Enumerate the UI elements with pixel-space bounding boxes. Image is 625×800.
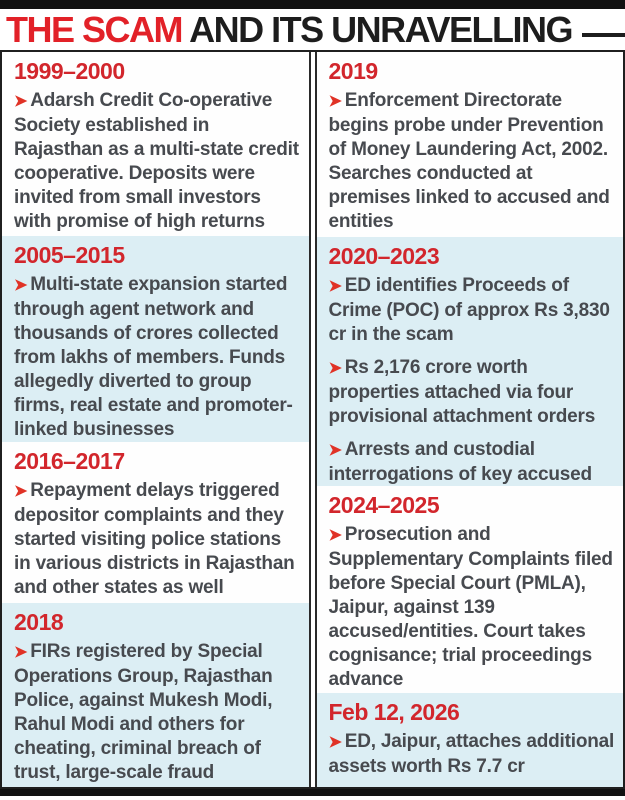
title-rule xyxy=(582,33,625,37)
period-heading: 2019 xyxy=(328,58,378,84)
arrow-bullet-icon: ➤ xyxy=(14,483,28,501)
timeline-entry xyxy=(14,479,301,600)
period-heading: 2016–2017 xyxy=(14,448,125,475)
timeline-entry xyxy=(329,523,616,692)
entry-text: Repayment delays triggered depositor complaints and they started visiting police stations in various districts in Rajasthan and other states as well xyxy=(14,480,295,599)
timeline-column-left xyxy=(2,52,309,787)
arrow-bullet-icon: ➤ xyxy=(328,526,342,544)
arrow-bullet-icon: ➤ xyxy=(328,441,342,459)
timeline-section xyxy=(317,237,624,486)
period-heading: 1999–2000 xyxy=(14,58,125,84)
timeline-entry xyxy=(14,273,301,442)
period-heading: 2005–2015 xyxy=(14,241,125,268)
bottom-rule xyxy=(0,789,625,796)
timeline-entry xyxy=(329,438,616,486)
period-heading: Feb 12, 2026 xyxy=(328,699,460,726)
timeline-section xyxy=(317,52,624,237)
entry-text: Arrests and custodial interrogations of key accused xyxy=(328,438,592,485)
timeline-box xyxy=(0,50,625,789)
timeline-section xyxy=(2,603,309,787)
column-divider xyxy=(309,52,317,787)
entry-text: ED identifies Proceeds of Crime (POC) of approx Rs 3,830 cr in the scam xyxy=(328,274,610,345)
entry-text: Multi-state expansion started through agent network and thousands of crores collected from lakhs of members. Funds allegedly diverted to group firms, real estate and promoter-linked businesses xyxy=(14,273,293,440)
arrow-bullet-icon: ➤ xyxy=(14,93,28,110)
timeline-entry xyxy=(329,730,616,779)
timeline-section xyxy=(2,52,309,236)
arrow-bullet-icon: ➤ xyxy=(328,734,342,752)
timeline-section xyxy=(2,442,309,603)
entry-text: Prosecution and Supplementary Complaints filed before Special Court (PMLA), Jaipur, against 139 accused/entities. Court takes cognisance; trial proceedings advance xyxy=(328,523,613,690)
arrow-bullet-icon: ➤ xyxy=(328,277,342,295)
timeline-section xyxy=(2,236,309,442)
timeline-entry xyxy=(14,640,301,785)
entry-text: ED, Jaipur, attaches additional assets worth Rs 7.7 cr xyxy=(328,731,615,778)
arrow-bullet-icon: ➤ xyxy=(328,359,342,377)
page-title xyxy=(6,10,572,50)
arrow-bullet-icon: ➤ xyxy=(14,644,28,662)
timeline-entry xyxy=(14,89,301,234)
period-heading: 2024–2025 xyxy=(328,491,440,518)
timeline-section xyxy=(317,693,624,787)
timeline-entry xyxy=(329,274,616,347)
period-heading: 2020–2023 xyxy=(328,242,440,269)
infographic-header xyxy=(0,9,625,50)
timeline-entry xyxy=(329,356,616,429)
title-rest: AND ITS UNRAVELLING xyxy=(182,8,572,50)
title-highlight: THE SCAM xyxy=(6,8,182,50)
entry-text: Adarsh Credit Co-operative Society established in Rajasthan as a multi-state credit cooperative. Deposits were invited from small investors with promise of high returns xyxy=(14,90,299,232)
arrow-bullet-icon: ➤ xyxy=(328,93,342,110)
entry-text: Rs 2,176 crore worth properties attached via four provisional attachment orders xyxy=(328,356,596,427)
entry-text: Enforcement Directorate begins probe under Prevention of Money Laundering Act, 2002. Searches conducted at premises linked to accused and entities xyxy=(328,90,610,232)
period-heading: 2018 xyxy=(14,609,64,636)
arrow-bullet-icon: ➤ xyxy=(14,276,28,294)
entry-text: FIRs registered by Special Operations Group, Rajasthan Police, against Mukesh Modi, Rahul Modi and others for cheating, criminal breach of trust, large-scale fraud xyxy=(14,641,273,784)
timeline-entry xyxy=(329,89,616,234)
timeline-section xyxy=(317,486,624,693)
timeline-column-right xyxy=(317,52,624,787)
